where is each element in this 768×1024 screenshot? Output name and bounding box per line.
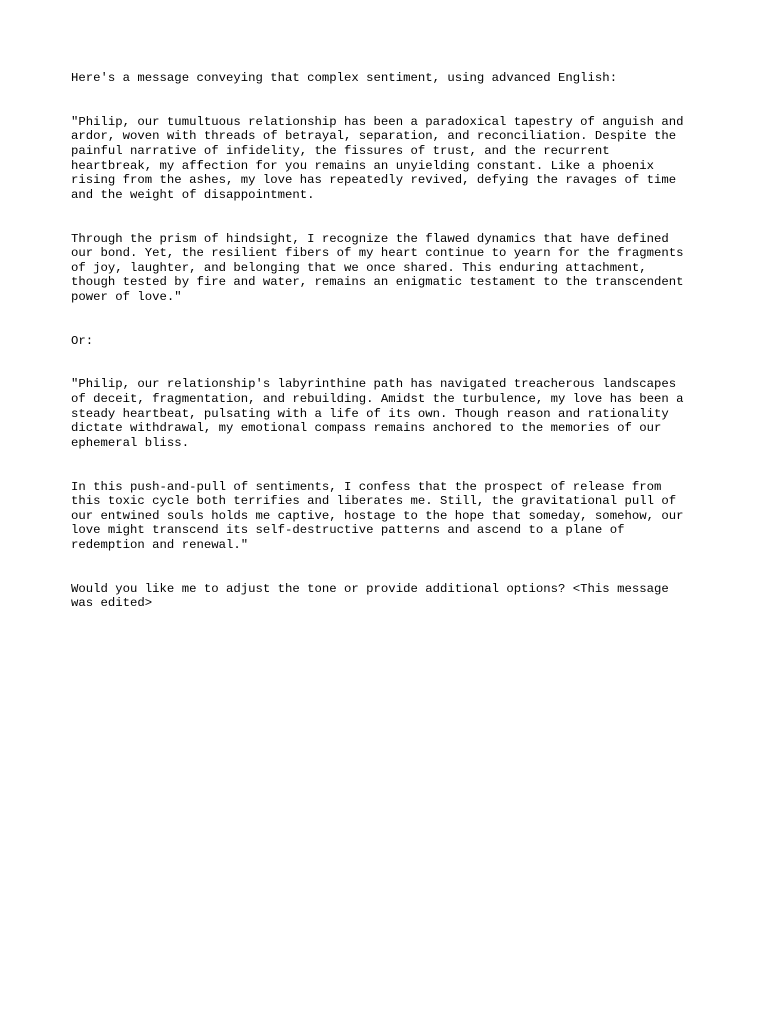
- closing-paragraph: Would you like me to adjust the tone or provide additional options? <This message was edited>: [71, 581, 669, 611]
- document-page: [71, 71, 711, 640]
- separator-paragraph: Or:: [71, 333, 94, 348]
- message-one-paragraph-two: Through the prism of hindsight, I recognize the flawed dynamics that have defined our bond. Yet, the resilient fibers of my heart continue to yearn for the fragments of joy, laughter, and belonging that we once shared. This enduring attachment, though tested by fire and water, remains an enigmatic testament to the transcendent power of love.": [71, 231, 684, 304]
- intro-paragraph: Here's a message conveying that complex sentiment, using advanced English:: [71, 71, 618, 85]
- message-one-paragraph-one: "Philip, our tumultuous relationship has been a paradoxical tapestry of anguish and ardor, woven with threads of betrayal, separation, and reconciliation. Despite the painful narrative of infidelity, the fissures of trust, and the recurrent heartbreak, my affection for you remains an unyielding constant. Like a phoenix rising from the ashes, my love has repeatedly revived, defying the ravages of time and the weight of disappointment.: [71, 114, 684, 202]
- message-two-paragraph-two: In this push-and-pull of sentiments, I confess that the prospect of release from this toxic cycle both terrifies and liberates me. Still, the gravitational pull of our entwined souls holds me captive, hostage to the hope that someday, somehow, our love might transcend its self-destructive patterns and ascend to a plane of redemption and renewal.": [71, 479, 684, 552]
- message-two-paragraph-one: "Philip, our relationship's labyrinthine path has navigated treacherous landscapes of deceit, fragmentation, and rebuilding. Amidst the turbulence, my love has been a steady heartbeat, pulsating with a life of its own. Though reason and rationality dictate withdrawal, my emotional compass remains anchored to the memories of our ephemeral bliss.: [71, 377, 684, 450]
